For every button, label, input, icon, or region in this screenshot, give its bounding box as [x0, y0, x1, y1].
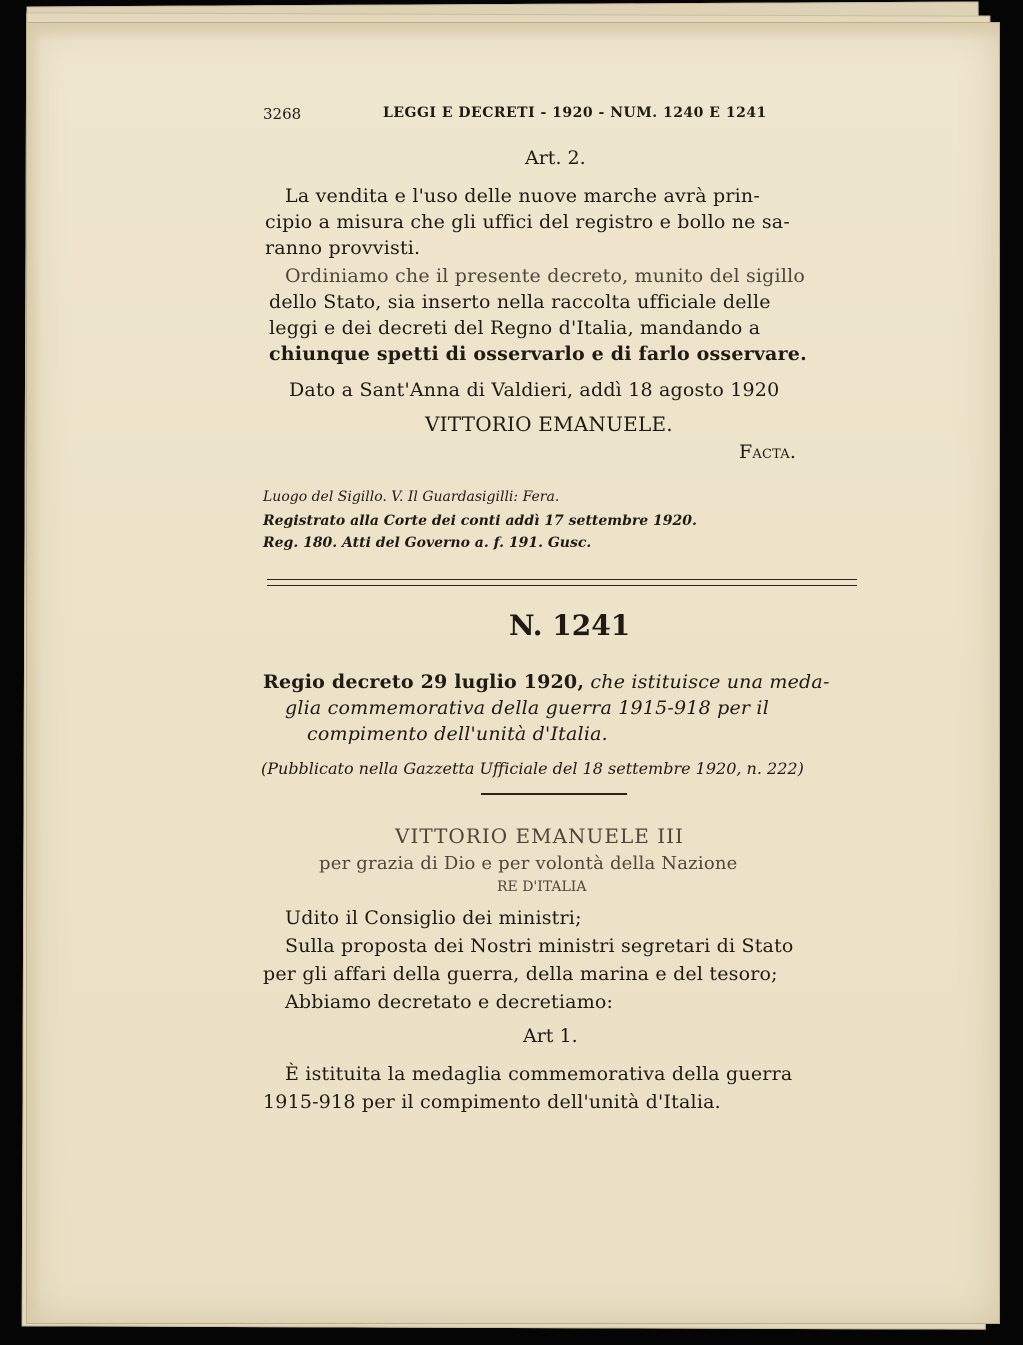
article-line: cipio a misura che gli uffici del registro e bollo ne sa- — [265, 211, 790, 233]
page-edge-shadow — [27, 23, 999, 41]
decree-title-line-2: glia commemorativa della guerra 1915-918 per il — [285, 697, 769, 719]
preamble-line: Abbiamo decretato e decretiamo: — [285, 991, 614, 1013]
publication-note: (Pubblicato nella Gazzetta Ufficiale del 18 settembre 1920, n. 222) — [261, 759, 804, 778]
article-line: È istituita la medaglia commemorativa della guerra — [285, 1063, 793, 1085]
article-line: 1915-918 per il compimento dell'unità d'Italia. — [263, 1091, 721, 1113]
king-name: VITTORIO EMANUELE III — [395, 824, 684, 848]
order-line: leggi e dei decreti del Regno d'Italia, mandando a — [269, 317, 761, 339]
short-rule — [481, 793, 627, 795]
article-line: ranno provvisti. — [265, 237, 421, 259]
signature-king: VITTORIO EMANUELE. — [425, 412, 673, 436]
seal-line: Registrato alla Corte dei conti addì 17 settembre 1920. — [263, 513, 697, 529]
article-heading: Art 1. — [523, 1025, 578, 1047]
decree-title-prefix: Regio decreto 29 luglio 1920, — [263, 671, 585, 693]
seal-line: Luogo del Sigillo. V. Il Guardasigilli: Fera. — [263, 489, 560, 505]
running-head: LEGGI E DECRETI - 1920 - NUM. 1240 E 1241 — [383, 105, 767, 121]
date-line: Dato a Sant'Anna di Valdieri, addì 18 agosto 1920 — [289, 379, 780, 401]
page-edge-shadow — [27, 23, 41, 1323]
grace-line: per grazia di Dio e per volontà della Nazione — [319, 853, 738, 874]
page-number: 3268 — [263, 105, 302, 123]
document-page — [26, 22, 1000, 1324]
decree-title-line-1 — [263, 669, 830, 695]
decree-number: N. 1241 — [509, 609, 631, 642]
signature-minister: Facta. — [739, 441, 797, 463]
order-line: dello Stato, sia inserto nella raccolta ufficiale delle — [269, 291, 771, 313]
seal-line: Reg. 180. Atti del Governo a. f. 191. Gusc. — [263, 535, 592, 551]
preamble-line: Sulla proposta dei Nostri ministri segretari di Stato — [285, 935, 794, 957]
preamble-line: per gli affari della guerra, della marina e del tesoro; — [263, 963, 778, 985]
re-italia-line: RE D'ITALIA — [497, 879, 587, 895]
decree-title-line-3: compimento dell'unità d'Italia. — [307, 723, 608, 745]
preamble-line: Udito il Consiglio dei ministri; — [285, 907, 582, 929]
article-heading: Art. 2. — [525, 147, 586, 169]
order-line: chiunque spetti di osservarlo e di farlo osservare. — [269, 343, 807, 365]
decree-title-italic: che istituisce una meda- — [590, 671, 830, 693]
section-separator — [267, 579, 857, 586]
article-line: La vendita e l'uso delle nuove marche avrà prin- — [285, 185, 760, 207]
order-line: Ordiniamo che il presente decreto, munito del sigillo — [285, 265, 806, 287]
